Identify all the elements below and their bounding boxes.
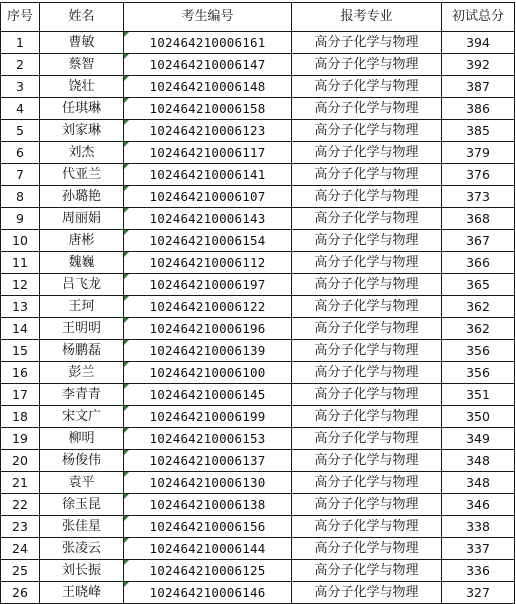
candidate-id-text: 102464210006153 [149,430,266,446]
cell-major[interactable]: 高分子化学与物理 [292,560,442,582]
text-number-flag-icon [124,384,129,389]
cell-major[interactable]: 高分子化学与物理 [292,362,442,384]
cell-candidate-id[interactable] [124,230,292,252]
cell-total-score[interactable]: 394 [442,32,515,54]
cell-total-score[interactable]: 387 [442,76,515,98]
cell-total-score[interactable]: 337 [442,538,515,560]
cell-candidate-id[interactable] [124,340,292,362]
cell-total-score[interactable]: 385 [442,120,515,142]
cell-seq[interactable]: 25 [1,560,40,582]
text-number-flag-icon [124,76,129,81]
cell-name[interactable]: 唐彬 [40,230,124,252]
table-row [1,494,515,516]
table-body [1,32,515,604]
table-row [1,450,515,472]
cell-name[interactable]: 袁平 [40,472,124,494]
cell-seq[interactable]: 3 [1,76,40,98]
table-row [1,54,515,76]
cell-candidate-id[interactable] [124,318,292,340]
cell-total-score[interactable]: 368 [442,208,515,230]
cell-candidate-id[interactable] [124,120,292,142]
cell-candidate-id[interactable] [124,582,292,604]
cell-seq[interactable]: 2 [1,54,40,76]
cell-candidate-id[interactable] [124,428,292,450]
candidate-id-text: 102464210006196 [149,320,266,336]
cell-name[interactable]: 杨鹏磊 [40,340,124,362]
cell-name[interactable]: 王珂 [40,296,124,318]
cell-major[interactable]: 高分子化学与物理 [292,406,442,428]
table-row [1,120,515,142]
text-number-flag-icon [124,98,129,103]
cell-major[interactable]: 高分子化学与物理 [292,318,442,340]
cell-name[interactable]: 张凌云 [40,538,124,560]
cell-name[interactable]: 刘长振 [40,560,124,582]
cell-total-score[interactable]: 362 [442,318,515,340]
cell-total-score[interactable]: 367 [442,230,515,252]
cell-seq[interactable]: 12 [1,274,40,296]
cell-total-score[interactable]: 349 [442,428,515,450]
candidate-id-text: 102464210006112 [149,254,266,270]
cell-seq[interactable]: 18 [1,406,40,428]
candidate-id-text: 102464210006143 [149,210,266,226]
table-row [1,516,515,538]
table-row [1,560,515,582]
cell-major[interactable]: 高分子化学与物理 [292,516,442,538]
candidate-id-text: 102464210006144 [149,540,266,556]
cell-total-score[interactable]: 350 [442,406,515,428]
cell-seq[interactable]: 9 [1,208,40,230]
candidate-id-text: 102464210006147 [149,56,266,72]
cell-name[interactable]: 周丽娟 [40,208,124,230]
candidate-id-text: 102464210006107 [149,188,266,204]
candidate-id-text: 102464210006138 [149,496,266,512]
table-row [1,252,515,274]
text-number-flag-icon [124,208,129,213]
cell-total-score[interactable]: 338 [442,516,515,538]
cell-name[interactable]: 杨俊伟 [40,450,124,472]
cell-seq[interactable]: 26 [1,582,40,604]
cell-total-score[interactable]: 351 [442,384,515,406]
text-number-flag-icon [124,32,129,37]
cell-total-score[interactable]: 373 [442,186,515,208]
cell-candidate-id[interactable] [124,98,292,120]
candidate-id-text: 102464210006125 [149,562,266,578]
cell-seq[interactable]: 17 [1,384,40,406]
text-number-flag-icon [124,230,129,235]
cell-total-score[interactable]: 392 [442,54,515,76]
cell-seq[interactable]: 13 [1,296,40,318]
cell-total-score[interactable]: 348 [442,450,515,472]
cell-name[interactable]: 张佳星 [40,516,124,538]
table-row [1,538,515,560]
cell-major[interactable]: 高分子化学与物理 [292,296,442,318]
cell-candidate-id[interactable] [124,208,292,230]
text-number-flag-icon [124,340,129,345]
cell-total-score[interactable]: 365 [442,274,515,296]
cell-candidate-id[interactable] [124,54,292,76]
cell-candidate-id[interactable] [124,494,292,516]
cell-candidate-id[interactable] [124,296,292,318]
cell-major[interactable]: 高分子化学与物理 [292,32,442,54]
cell-candidate-id[interactable] [124,32,292,54]
cell-major[interactable]: 高分子化学与物理 [292,340,442,362]
cell-candidate-id[interactable] [124,560,292,582]
cell-seq[interactable]: 22 [1,494,40,516]
header-seq[interactable]: 序号 [1,3,40,32]
text-number-flag-icon [124,120,129,125]
candidate-id-text: 102464210006123 [149,122,266,138]
table-row [1,428,515,450]
text-number-flag-icon [124,318,129,323]
text-number-flag-icon [124,516,129,521]
table-row [1,362,515,384]
cell-candidate-id[interactable] [124,164,292,186]
cell-candidate-id[interactable] [124,384,292,406]
text-number-flag-icon [124,164,129,169]
text-number-flag-icon [124,582,129,587]
text-number-flag-icon [124,450,129,455]
cell-name[interactable]: 宋文广 [40,406,124,428]
table-row [1,296,515,318]
cell-major[interactable]: 高分子化学与物理 [292,98,442,120]
cell-seq[interactable]: 10 [1,230,40,252]
cell-total-score[interactable]: 327 [442,582,515,604]
cell-name[interactable]: 王晓峰 [40,582,124,604]
header-major[interactable]: 报考专业 [292,3,442,32]
table-row [1,274,515,296]
cell-major[interactable]: 高分子化学与物理 [292,494,442,516]
table-row [1,318,515,340]
cell-total-score[interactable]: 362 [442,296,515,318]
candidate-id-text: 102464210006141 [149,166,266,182]
table-row [1,230,515,252]
cell-candidate-id[interactable] [124,274,292,296]
cell-seq[interactable]: 21 [1,472,40,494]
cell-candidate-id[interactable] [124,142,292,164]
cell-name[interactable]: 饶壮 [40,76,124,98]
header-row [1,3,515,32]
cell-candidate-id[interactable] [124,252,292,274]
score-table [0,2,515,604]
cell-major[interactable]: 高分子化学与物理 [292,208,442,230]
cell-major[interactable]: 高分子化学与物理 [292,428,442,450]
cell-total-score[interactable]: 348 [442,472,515,494]
candidate-id-text: 102464210006199 [149,408,266,424]
cell-seq[interactable]: 20 [1,450,40,472]
table-row [1,582,515,604]
cell-major[interactable]: 高分子化学与物理 [292,76,442,98]
candidate-id-text: 102464210006156 [149,518,266,534]
candidate-id-text: 102464210006137 [149,452,266,468]
cell-seq[interactable]: 16 [1,362,40,384]
cell-candidate-id[interactable] [124,538,292,560]
cell-name[interactable]: 代亚兰 [40,164,124,186]
header-total-score[interactable]: 初试总分 [442,3,515,32]
cell-seq[interactable]: 24 [1,538,40,560]
table-header [1,3,515,32]
cell-seq[interactable]: 4 [1,98,40,120]
text-number-flag-icon [124,406,129,411]
candidate-id-text: 102464210006158 [149,100,266,116]
cell-total-score[interactable]: 336 [442,560,515,582]
cell-candidate-id[interactable] [124,472,292,494]
cell-name[interactable]: 刘杰 [40,142,124,164]
cell-seq[interactable]: 14 [1,318,40,340]
table-row [1,472,515,494]
table-row [1,340,515,362]
candidate-id-text: 102464210006139 [149,342,266,358]
cell-major[interactable]: 高分子化学与物理 [292,450,442,472]
cell-seq[interactable]: 6 [1,142,40,164]
cell-major[interactable]: 高分子化学与物理 [292,54,442,76]
cell-major[interactable]: 高分子化学与物理 [292,472,442,494]
cell-candidate-id[interactable] [124,362,292,384]
cell-name[interactable]: 李青青 [40,384,124,406]
table-row [1,406,515,428]
header-candidate-id[interactable]: 考生编号 [124,3,292,32]
cell-seq[interactable]: 1 [1,32,40,54]
cell-major[interactable]: 高分子化学与物理 [292,274,442,296]
cell-name[interactable]: 蔡智 [40,54,124,76]
header-name[interactable]: 姓名 [40,3,124,32]
text-number-flag-icon [124,472,129,477]
cell-seq[interactable]: 8 [1,186,40,208]
text-number-flag-icon [124,428,129,433]
cell-candidate-id[interactable] [124,516,292,538]
candidate-id-text: 102464210006145 [149,386,266,402]
cell-name[interactable]: 孙璐艳 [40,186,124,208]
cell-name[interactable]: 刘家琳 [40,120,124,142]
candidate-id-text: 102464210006148 [149,78,266,94]
candidate-id-text: 102464210006154 [149,232,266,248]
cell-candidate-id[interactable] [124,76,292,98]
cell-candidate-id[interactable] [124,186,292,208]
cell-major[interactable]: 高分子化学与物理 [292,230,442,252]
cell-total-score[interactable]: 346 [442,494,515,516]
table-row [1,208,515,230]
candidate-id-text: 102464210006122 [149,298,266,314]
text-number-flag-icon [124,186,129,191]
cell-name[interactable]: 柳明 [40,428,124,450]
cell-name[interactable]: 吕飞龙 [40,274,124,296]
text-number-flag-icon [124,142,129,147]
cell-seq[interactable]: 23 [1,516,40,538]
table-row [1,384,515,406]
candidate-id-text: 102464210006100 [149,364,266,380]
cell-name[interactable]: 魏巍 [40,252,124,274]
cell-name[interactable]: 彭兰 [40,362,124,384]
text-number-flag-icon [124,54,129,59]
cell-seq[interactable]: 11 [1,252,40,274]
text-number-flag-icon [124,362,129,367]
cell-total-score[interactable]: 379 [442,142,515,164]
cell-major[interactable]: 高分子化学与物理 [292,582,442,604]
cell-major[interactable]: 高分子化学与物理 [292,186,442,208]
text-number-flag-icon [124,560,129,565]
candidate-id-text: 102464210006146 [149,584,266,600]
text-number-flag-icon [124,494,129,499]
text-number-flag-icon [124,274,129,279]
text-number-flag-icon [124,538,129,543]
cell-name[interactable]: 任琪琳 [40,98,124,120]
cell-major[interactable]: 高分子化学与物理 [292,142,442,164]
cell-seq[interactable]: 15 [1,340,40,362]
cell-major[interactable]: 高分子化学与物理 [292,538,442,560]
cell-major[interactable]: 高分子化学与物理 [292,164,442,186]
cell-total-score[interactable]: 386 [442,98,515,120]
cell-name[interactable]: 王明明 [40,318,124,340]
candidate-id-text: 102464210006117 [149,144,266,160]
candidate-id-text: 102464210006130 [149,474,266,490]
cell-seq[interactable]: 5 [1,120,40,142]
table-row [1,32,515,54]
cell-candidate-id[interactable] [124,450,292,472]
cell-total-score[interactable]: 366 [442,252,515,274]
cell-seq[interactable]: 7 [1,164,40,186]
text-number-flag-icon [124,296,129,301]
cell-seq[interactable]: 19 [1,428,40,450]
table-row [1,186,515,208]
text-number-flag-icon [124,252,129,257]
cell-major[interactable]: 高分子化学与物理 [292,384,442,406]
table-row [1,164,515,186]
table-row [1,142,515,164]
candidate-id-text: 102464210006197 [149,276,266,292]
table-row [1,76,515,98]
cell-total-score[interactable]: 376 [442,164,515,186]
cell-name[interactable]: 徐玉昆 [40,494,124,516]
cell-major[interactable]: 高分子化学与物理 [292,120,442,142]
cell-name[interactable]: 曹敏 [40,32,124,54]
cell-total-score[interactable]: 356 [442,340,515,362]
cell-major[interactable]: 高分子化学与物理 [292,252,442,274]
table-row [1,98,515,120]
cell-total-score[interactable]: 356 [442,362,515,384]
candidate-id-text: 102464210006161 [149,34,266,50]
cell-candidate-id[interactable] [124,406,292,428]
